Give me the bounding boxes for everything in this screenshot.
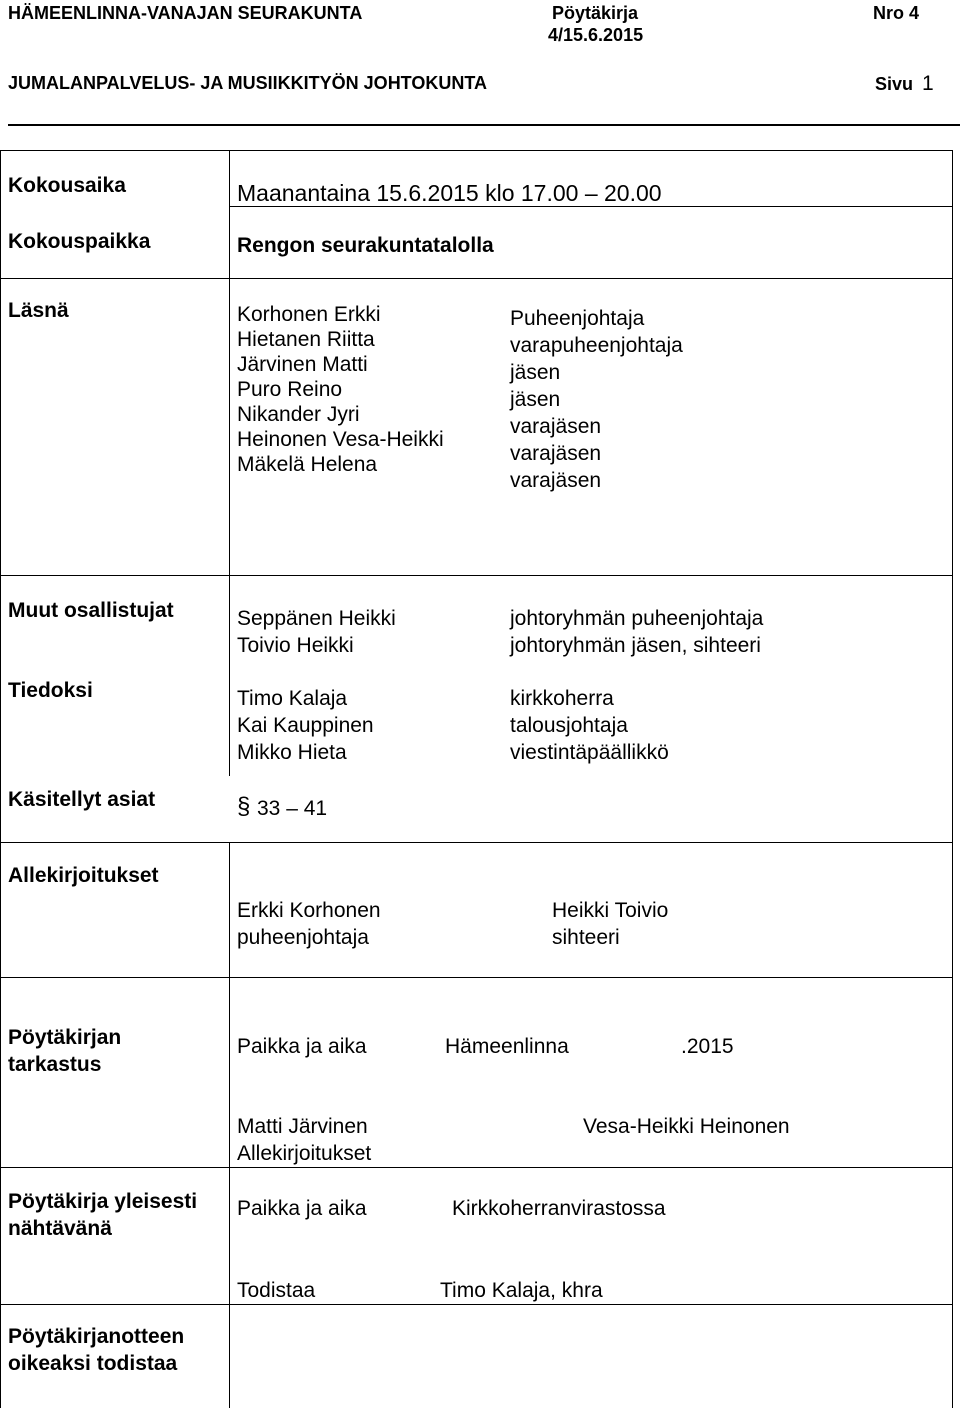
info-roles: [510, 685, 669, 766]
meeting-place-label: Kokouspaikka: [8, 230, 151, 253]
review-year: .2015: [681, 1035, 734, 1058]
info-names: [237, 685, 374, 766]
review-label-line2: tarkastus: [8, 1053, 102, 1076]
present-name: Järvinen Matti: [237, 353, 368, 376]
participant-role: johtoryhmän jäsen, sihteeri: [510, 634, 761, 657]
participant-name: Seppänen Heikki: [237, 607, 396, 630]
present-name: Korhonen Erkki: [237, 303, 381, 326]
info-name: Mikko Hieta: [237, 741, 347, 764]
table-right-border: [952, 150, 953, 1408]
public-place-time-label: Paikka ja aika: [237, 1197, 367, 1220]
page-label: Sivu: [875, 74, 914, 94]
review-signatures-label: Allekirjoitukset: [237, 1142, 372, 1165]
present-role: jäsen: [510, 361, 561, 384]
reviewer-one-name: Matti Järvinen: [237, 1115, 368, 1138]
certify-label-inline: Todistaa: [237, 1279, 316, 1302]
review-label: [8, 1024, 121, 1078]
row-divider: [0, 1167, 953, 1168]
certify-label: [8, 1323, 184, 1377]
secretary-role: sihteeri: [552, 926, 620, 949]
column-divider: [229, 842, 230, 978]
review-label-line1: Pöytäkirjan: [8, 1026, 122, 1049]
meeting-number: Nro 4: [873, 3, 920, 23]
row-divider: [0, 977, 953, 978]
items-handled-label: Käsitellyt asiat: [8, 788, 156, 811]
info-role: kirkkoherra: [510, 687, 614, 710]
info-name: Timo Kalaja: [237, 687, 348, 710]
info-name: Kai Kauppinen: [237, 714, 374, 737]
present-names-list: [237, 302, 444, 477]
row-divider: [0, 278, 953, 279]
reviewer-one: [237, 1113, 371, 1167]
participant-role: johtoryhmän puheenjohtaja: [510, 607, 764, 630]
document-type: Pöytäkirja: [552, 3, 639, 23]
section-sign: §: [237, 793, 251, 820]
present-role: varapuheenjohtaja: [510, 334, 683, 357]
info-role: viestintäpäällikkö: [510, 741, 669, 764]
present-role: varajäsen: [510, 469, 602, 492]
present-roles-list: [510, 305, 683, 494]
present-role: varajäsen: [510, 415, 602, 438]
certify-label-line2: oikeaksi todistaa: [8, 1352, 178, 1375]
present-name: Heinonen Vesa-Heikki: [237, 428, 444, 451]
reviewer-two-name: Vesa-Heikki Heinonen: [583, 1115, 790, 1138]
present-role: jäsen: [510, 388, 561, 411]
other-participants-roles: [510, 605, 763, 659]
chair-role: puheenjohtaja: [237, 926, 369, 949]
public-display-label-line1: Pöytäkirja yleisesti: [8, 1190, 198, 1213]
other-participants-names: [237, 605, 396, 659]
present-name: Hietanen Riitta: [237, 328, 375, 351]
secretary-name: Heikki Toivio: [552, 899, 669, 922]
row-divider: [0, 1304, 953, 1305]
info-role: talousjohtaja: [510, 714, 628, 737]
public-display-label: [8, 1188, 197, 1242]
secretary-signature: [552, 897, 668, 951]
present-name: Mäkelä Helena: [237, 453, 378, 476]
column-divider: [229, 977, 230, 1408]
present-role: Puheenjohtaja: [510, 307, 645, 330]
for-information-label: Tiedoksi: [8, 679, 93, 702]
certifier-name: Timo Kalaja, khra: [440, 1279, 603, 1302]
column-divider: [229, 150, 230, 212]
present-role: varajäsen: [510, 442, 602, 465]
signatures-label: Allekirjoitukset: [8, 864, 159, 887]
present-label: Läsnä: [8, 299, 69, 322]
meeting-time-label: Kokousaika: [8, 174, 126, 197]
participant-name: Toivio Heikki: [237, 634, 354, 657]
table-top-border: [0, 150, 953, 151]
document-number: 4/15.6.2015: [548, 25, 644, 45]
header-divider: [8, 124, 960, 126]
page-indicator: [875, 72, 934, 96]
public-display-label-line2: nähtävänä: [8, 1217, 112, 1240]
board-name: JUMALANPALVELUS- JA MUSIIKKITYÖN JOHTOKUNTA: [8, 73, 488, 93]
table-left-border: [0, 150, 1, 1408]
page-number: 1: [922, 72, 934, 95]
meeting-time-value: Maanantaina 15.6.2015 klo 17.00 – 20.00: [237, 180, 662, 206]
other-participants-label: Muut osallistujat: [8, 599, 174, 622]
review-place: Hämeenlinna: [445, 1035, 569, 1058]
present-name: Nikander Jyri: [237, 403, 360, 426]
chair-signature: [237, 897, 381, 951]
row-divider: [0, 842, 953, 843]
column-divider: [229, 206, 230, 278]
column-divider: [229, 278, 230, 776]
public-place: Kirkkoherranvirastossa: [452, 1197, 666, 1220]
present-name: Puro Reino: [237, 378, 343, 401]
organization-name: HÄMEENLINNA-VANAJAN SEURAKUNTA: [8, 3, 363, 23]
review-place-time-label: Paikka ja aika: [237, 1035, 367, 1058]
meeting-place-value: Rengon seurakuntatalolla: [237, 234, 494, 257]
items-range: 33 – 41: [257, 797, 328, 820]
row-divider: [0, 575, 953, 576]
chair-name: Erkki Korhonen: [237, 899, 381, 922]
certify-label-line1: Pöytäkirjanotteen: [8, 1325, 185, 1348]
